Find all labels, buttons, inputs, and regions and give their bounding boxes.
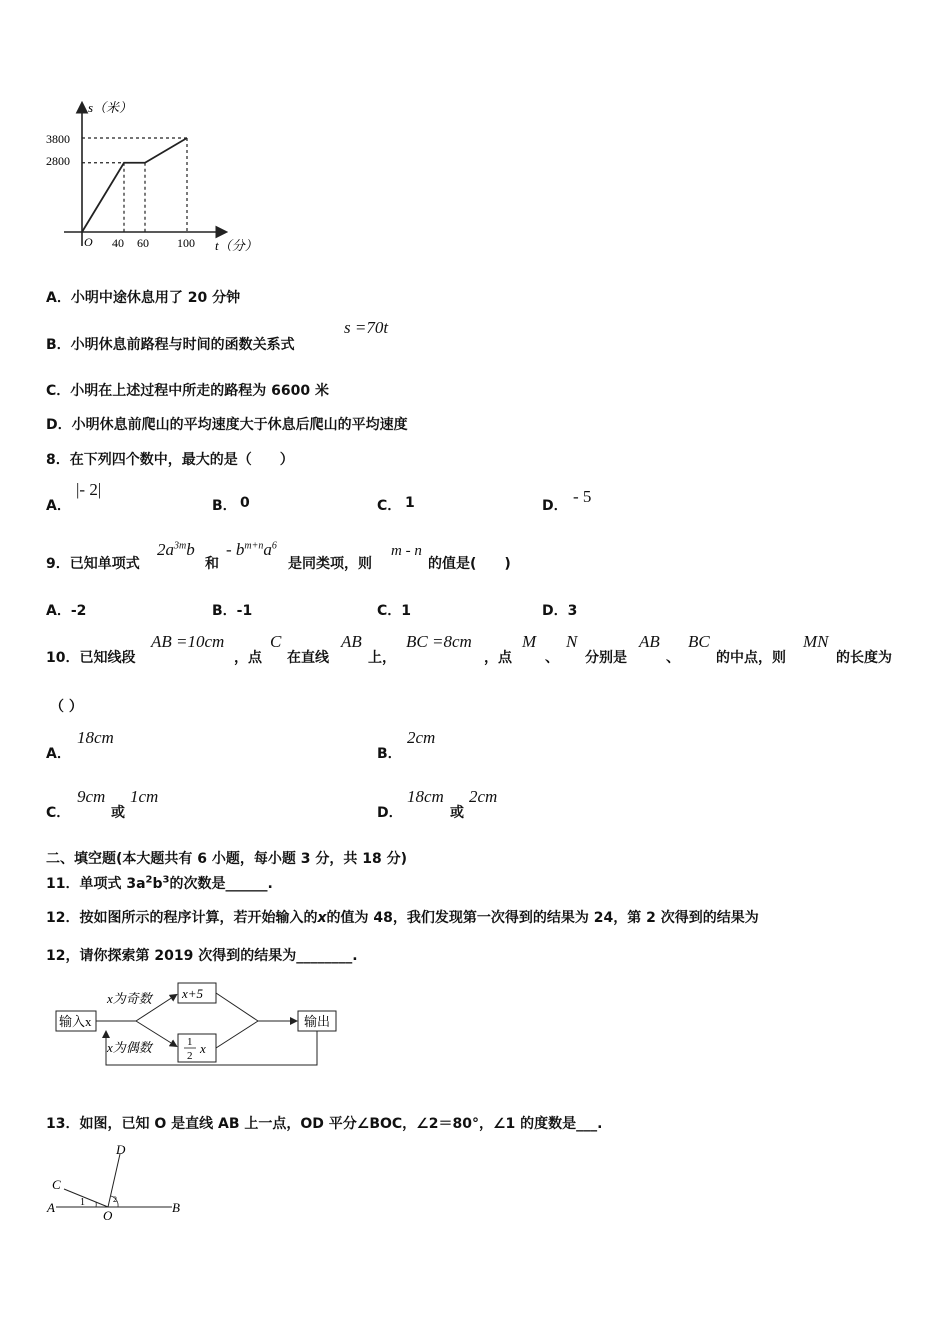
q9-term2: - $b^{m+n}a^6$: [226, 540, 277, 559]
q8-option-a-value: |- 2|: [76, 480, 102, 499]
label-o: O: [103, 1208, 113, 1222]
q7-option-a: A．小明中途休息用了 20 分钟: [46, 290, 241, 306]
q7-option-b-formula: s =70t: [344, 318, 389, 337]
q10-segment-ab: AB: [639, 632, 660, 651]
x-tick-60: 60: [137, 236, 149, 250]
q10-option-c-label: C．: [46, 805, 71, 821]
flow-even-numerator: 1: [187, 1036, 193, 1048]
q10-segment-mn: MN: [803, 632, 829, 651]
origin-label: O: [84, 235, 93, 249]
q9-stem-1: 9．已知单项式: [46, 556, 140, 572]
program-flowchart: [50, 978, 350, 1078]
q9-stem-2: 和: [205, 556, 219, 572]
q10-text-4: 上，: [368, 650, 396, 666]
q9-option-a: A．-2: [46, 603, 87, 619]
q8-option-d-value: - 5: [573, 487, 592, 506]
q7-option-c: C．小明在上述过程中所走的路程为 6600 米: [46, 383, 329, 399]
q8-option-c-label: C．: [377, 498, 402, 514]
y-axis-label: s（米）: [88, 100, 133, 115]
q10-point-c: C: [270, 632, 282, 651]
label-a: A: [47, 1200, 55, 1215]
flow-even-label: x为偶数: [107, 1040, 152, 1055]
q10-option-c-value-1: 9cm: [77, 787, 106, 806]
q9-option-b: B．-1: [212, 603, 253, 619]
q10-answer-paren: （ ）: [50, 699, 83, 715]
flow-output-text: 输出: [304, 1014, 331, 1029]
q9-expr: m - n: [391, 543, 422, 559]
q10-text-5: ，点: [484, 650, 512, 666]
q10-point-m: M: [522, 632, 537, 651]
flow-odd-box-text: x+5: [182, 986, 204, 1001]
x-tick-40: 40: [112, 236, 124, 250]
q9-stem-3: 是同类项，则: [288, 556, 372, 572]
q10-text-6: 、: [545, 650, 559, 666]
ray-oc: [64, 1189, 108, 1207]
label-angle-2: 2: [113, 1195, 117, 1204]
q10-option-c-or: 或: [111, 805, 125, 821]
q10-option-c-value-2: 1cm: [130, 787, 159, 806]
q13-text: 13．如图，已知 O 是直线 AB 上一点，OD 平分∠BOC，∠2＝80°，∠1 的度数是___.: [46, 1116, 603, 1132]
flow-even-denominator: 2: [187, 1050, 193, 1062]
q10-option-d-value-2: 2cm: [469, 787, 498, 806]
q10-line-ab: AB: [341, 632, 362, 651]
y-tick-2800: 2800: [46, 154, 70, 168]
q10-option-b-value: 2cm: [407, 728, 436, 747]
label-c: C: [52, 1177, 61, 1192]
q10-text-2: ，点: [234, 650, 262, 666]
q8-option-a-label: A．: [46, 498, 71, 514]
q12-line-1: 12．按如图所示的程序计算，若开始输入的x的值为 48，我们发现第一次得到的结果为 24，第 2 次得到的结果为: [46, 910, 759, 926]
q10-text-8: 、: [666, 650, 680, 666]
q10-option-d-value-1: 18cm: [407, 787, 444, 806]
flow-even-merge: [216, 1021, 258, 1048]
q10-text-1: 10．已知线段: [46, 650, 136, 666]
q10-option-a-value: 18cm: [77, 728, 114, 747]
q10-option-d-or: 或: [450, 805, 464, 821]
x-axis-label: t（分）: [215, 238, 258, 253]
distance-time-graph: [40, 96, 280, 262]
label-angle-1: 1: [80, 1197, 85, 1208]
q10-formula-bc: BC =8cm: [406, 632, 472, 651]
q9-stem-4: 的值是( ): [428, 556, 511, 572]
q8-option-c-value: 1: [405, 495, 415, 511]
x-tick-100: 100: [177, 236, 195, 250]
q9-term1: $2a^{3m}b$: [157, 540, 195, 559]
q10-option-d-label: D．: [377, 805, 403, 821]
q10-text-3: 在直线: [287, 650, 329, 666]
q10-option-a-label: A．: [46, 746, 71, 762]
y-tick-3800: 3800: [46, 132, 70, 146]
flow-odd-merge: [216, 993, 258, 1021]
q8-option-b-label: B．: [212, 498, 237, 514]
q8-option-b-value: 0: [240, 495, 250, 511]
q10-segment-bc: BC: [688, 632, 710, 651]
label-d: D: [116, 1142, 126, 1157]
flow-even-variable: x: [200, 1041, 206, 1056]
label-b: B: [172, 1200, 180, 1215]
q8-stem: 8．在下列四个数中，最大的是（ ）: [46, 452, 294, 468]
q7-option-b: B．小明休息前路程与时间的函数关系式: [46, 337, 295, 353]
flow-input-text: 输入x: [59, 1014, 92, 1029]
section-heading: 二、填空题(本大题共有 6 小题，每小题 3 分，共 18 分): [46, 851, 408, 867]
q10-option-b-label: B．: [377, 746, 402, 762]
q12-line-2: 12，请你探索第 2019 次得到的结果为________.: [46, 948, 358, 964]
distance-line: [82, 138, 187, 232]
flow-even-box: [178, 1034, 216, 1062]
q7-option-d: D．小明休息前爬山的平均速度大于休息后爬山的平均速度: [46, 417, 408, 433]
q9-option-d: D．3: [542, 603, 578, 619]
angle-figure: [44, 1140, 189, 1222]
q10-text-10: 的长度为: [836, 650, 892, 666]
q10-formula-ab: AB =10cm: [151, 632, 225, 651]
q10-text-7: 分别是: [585, 650, 627, 666]
q8-option-d-label: D．: [542, 498, 568, 514]
q9-option-c: C．1: [377, 603, 412, 619]
flow-odd-label: x为奇数: [107, 991, 152, 1006]
q10-text-9: 的中点，则: [716, 650, 786, 666]
graph-guides: [82, 138, 187, 232]
q10-point-n: N: [566, 632, 578, 651]
q11-text: 11．单项式 $3a^2b^3$的次数是______.: [46, 874, 273, 892]
